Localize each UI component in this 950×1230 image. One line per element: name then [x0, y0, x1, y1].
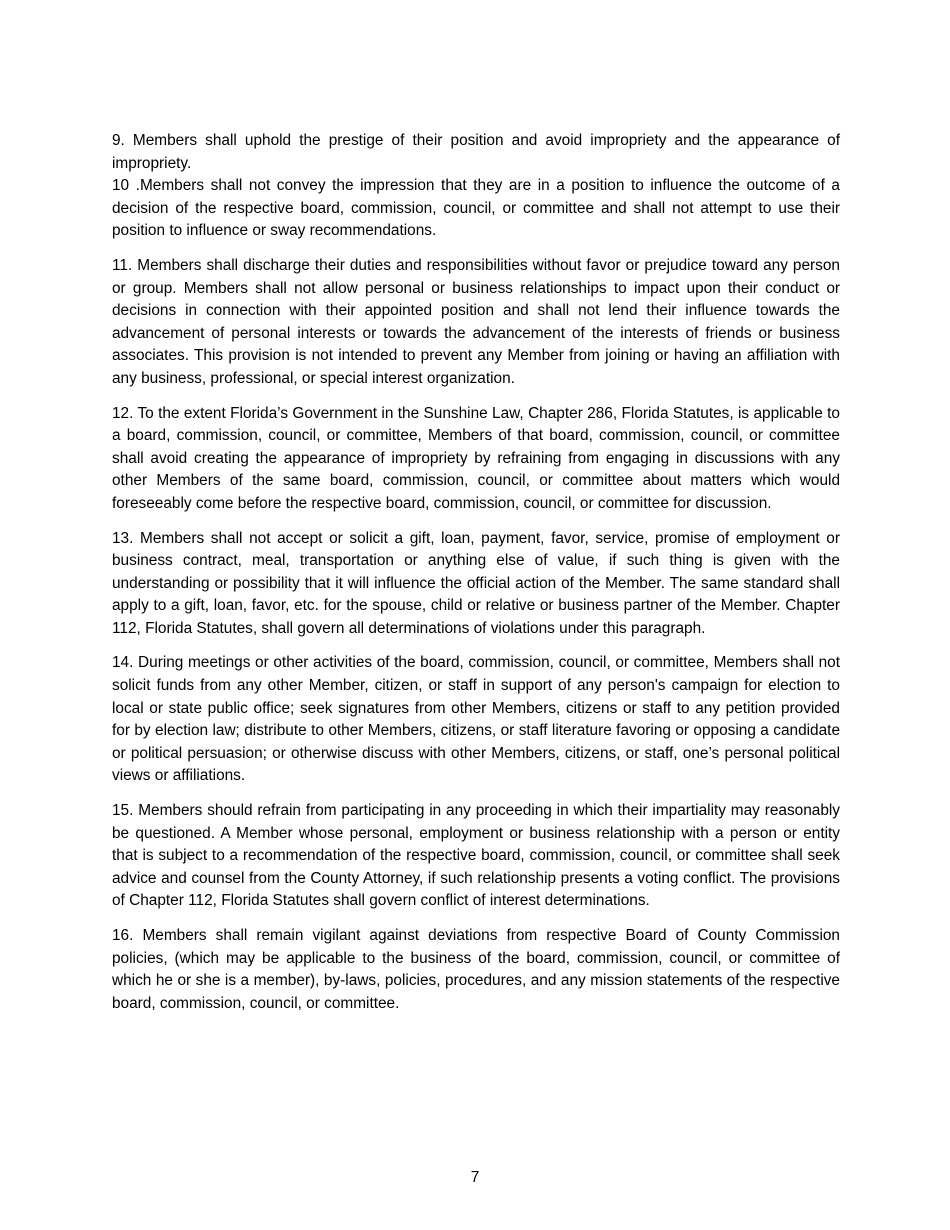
- paragraph-12: 12. To the extent Florida’s Government in the Sunshine Law, Chapter 286, Florida Statutes, is applicable to a board, commission, council, or committee, Members of that board, commission, council, or committee shall avoid creating the appearance of impropriety by refraining from engaging in discussions with any other Members of the same board, commission, council, or committee about matters which would foreseeably come before the respective board, commission, council, or committee for discussion.: [112, 404, 840, 512]
- document-body: [112, 130, 840, 1015]
- paragraph-13: 13. Members shall not accept or solicit a gift, loan, payment, favor, service, promise of employment or business contract, meal, transportation or anything else of value, if such thing is given with the understanding or possibility that it will influence the official action of the Member. The same standard shall apply to a gift, loan, favor, etc. for the spouse, child or relative or business partner of the Member. Chapter 112, Florida Statutes, shall govern all determinations of violations under this paragraph.: [112, 529, 840, 637]
- paragraph-15: 15. Members should refrain from participating in any proceeding in which their impartiality may reasonably be questioned. A Member whose personal, employment or business relationship with a person or entity that is subject to a recommendation of the respective board, commission, council, or committee shall seek advice and counsel from the County Attorney, if such relationship presents a voting conflict. The provisions of Chapter 112, Florida Statutes shall govern conflict of interest determinations.: [112, 802, 840, 910]
- paragraph-10: 10 .Members shall not convey the impression that they are in a position to influence the outcome of a decision of the respective board, commission, council, or committee and shall not attempt to use their position to influence or sway recommendations.: [112, 177, 840, 240]
- paragraph-14: 14. During meetings or other activities of the board, commission, council, or committee, Members shall not solicit funds from any other Member, citizen, or staff in support of any person's campaign for election to local or state public office; seek signatures from other Members, citizens or staff to any petition provided for by election law; distribute to other Members, citizens, or staff literature favoring or opposing a candidate or political persuasion; or otherwise discuss with other Members, citizens, or staff, one’s personal political views or affiliations.: [112, 654, 840, 785]
- page-number: 7: [470, 1169, 480, 1186]
- paragraph-9: 9. Members shall uphold the prestige of their position and avoid impropriety and the appearance of impropriety.: [112, 132, 840, 172]
- paragraph-16: 16. Members shall remain vigilant against deviations from respective Board of County Commission policies, (which may be applicable to the business of the board, commission, council, or committee of which he or she is a member), by-laws, policies, procedures, and any mission statements of the respective board, commission, council, or committee.: [112, 927, 840, 1012]
- paragraph-11: 11. Members shall discharge their duties and responsibilities without favor or prejudice toward any person or group. Members shall not allow personal or business relationships to impact upon their conduct or decisions in connection with their appointed position and shall not lend their influence towards the advancement of personal interests or towards the advancement of the interests of friends or business associates. This provision is not intended to prevent any Member from joining or having an affiliation with any business, professional, or special interest organization.: [112, 256, 840, 387]
